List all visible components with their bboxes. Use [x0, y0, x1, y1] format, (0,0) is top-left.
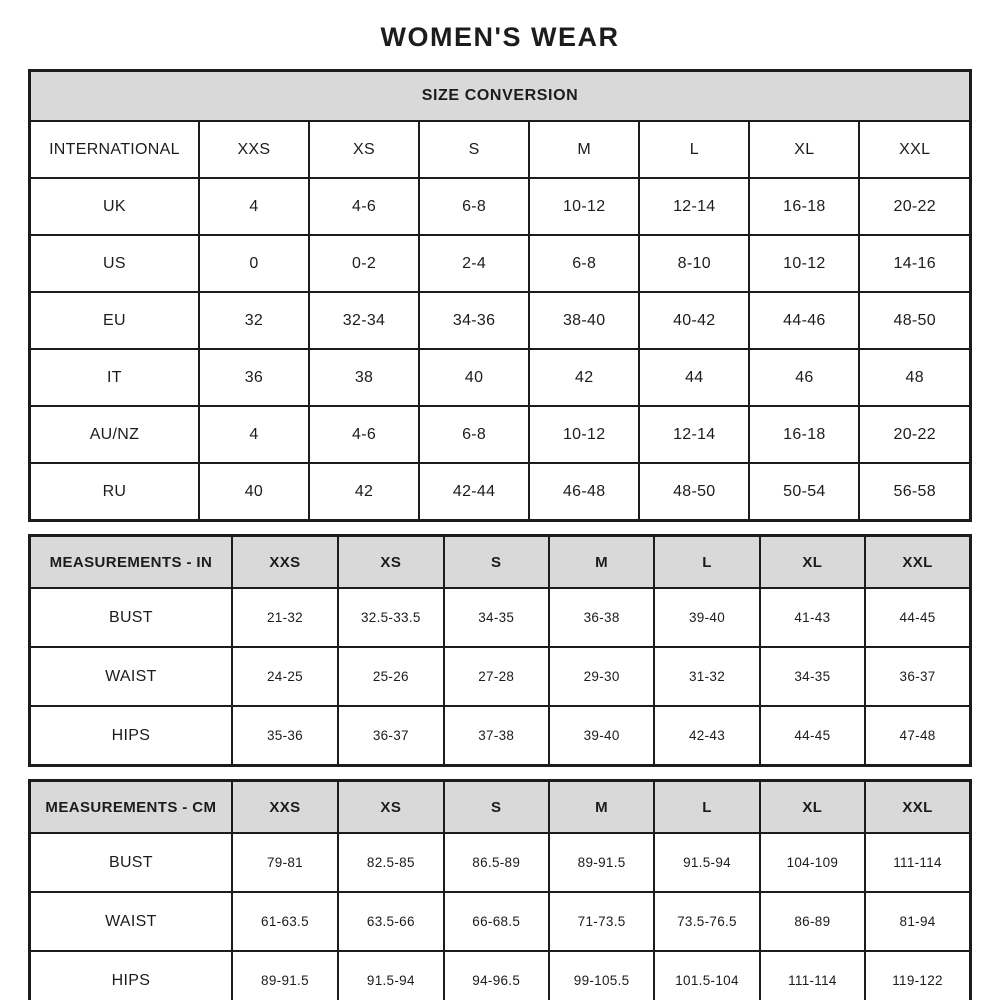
- size-cell: 10-12: [529, 178, 639, 235]
- measure-cm-row-bust: [30, 833, 971, 892]
- measure-cell: 36-37: [865, 647, 970, 706]
- size-cell: 56-58: [859, 463, 970, 521]
- size-cell: 48-50: [639, 463, 749, 521]
- size-cell: 36: [199, 349, 309, 406]
- measure-cell: 39-40: [654, 588, 759, 647]
- size-cell: 4-6: [309, 406, 419, 463]
- size-row-it: [30, 349, 971, 406]
- measure-cell: 89-91.5: [232, 951, 338, 1000]
- measure-cell: 99-105.5: [549, 951, 654, 1000]
- size-cell: 4: [199, 178, 309, 235]
- size-cell: 44-46: [749, 292, 859, 349]
- row-label-aunz: AU/NZ: [30, 406, 199, 463]
- size-cell: 4-6: [309, 178, 419, 235]
- size-conversion-table: [28, 69, 972, 522]
- measure-cm-row-waist: [30, 892, 971, 951]
- size-header-cell: XXS: [232, 536, 338, 589]
- measure-cell: 36-37: [338, 706, 443, 766]
- measure-cell: 39-40: [549, 706, 654, 766]
- size-cell: 46: [749, 349, 859, 406]
- measure-cell: 91.5-94: [338, 951, 443, 1000]
- size-cell: 40: [199, 463, 309, 521]
- row-label-eu: EU: [30, 292, 199, 349]
- measure-cell: 32.5-33.5: [338, 588, 443, 647]
- measure-cell: 35-36: [232, 706, 338, 766]
- size-header-cell: S: [444, 536, 549, 589]
- size-header-cell: XXL: [865, 781, 970, 834]
- measure-cell: 61-63.5: [232, 892, 338, 951]
- size-cell: 44: [639, 349, 749, 406]
- size-cell: XS: [309, 121, 419, 178]
- row-label-it: IT: [30, 349, 199, 406]
- measure-cell: 29-30: [549, 647, 654, 706]
- size-cell: 46-48: [529, 463, 639, 521]
- measure-cell: 81-94: [865, 892, 970, 951]
- measure-cm-row-hips: [30, 951, 971, 1000]
- size-cell: 4: [199, 406, 309, 463]
- row-label-hips: HIPS: [30, 706, 232, 766]
- size-cell: 50-54: [749, 463, 859, 521]
- size-header-cell: XXL: [865, 536, 970, 589]
- size-cell: M: [529, 121, 639, 178]
- size-cell: 14-16: [859, 235, 970, 292]
- size-cell: 8-10: [639, 235, 749, 292]
- size-cell: 6-8: [529, 235, 639, 292]
- measure-cell: 101.5-104: [654, 951, 759, 1000]
- measure-cell: 47-48: [865, 706, 970, 766]
- size-cell: 34-36: [419, 292, 529, 349]
- size-cell: 40: [419, 349, 529, 406]
- size-cell: 48-50: [859, 292, 970, 349]
- size-cell: 0: [199, 235, 309, 292]
- measure-cell: 44-45: [760, 706, 865, 766]
- measure-cell: 44-45: [865, 588, 970, 647]
- measure-cell: 111-114: [865, 833, 970, 892]
- measure-cell: 41-43: [760, 588, 865, 647]
- size-cell: 40-42: [639, 292, 749, 349]
- size-cell: XXS: [199, 121, 309, 178]
- size-row-international: [30, 121, 971, 178]
- measurements-cm-header-row: [30, 781, 971, 834]
- measure-cell: 86-89: [760, 892, 865, 951]
- measure-cell: 31-32: [654, 647, 759, 706]
- measurements-in-table: [28, 534, 972, 767]
- row-label-bust: BUST: [30, 588, 232, 647]
- size-cell: 42: [529, 349, 639, 406]
- row-label-ru: RU: [30, 463, 199, 521]
- measure-in-row-bust: [30, 588, 971, 647]
- size-cell: 10-12: [529, 406, 639, 463]
- measure-cell: 111-114: [760, 951, 865, 1000]
- size-header-cell: L: [654, 536, 759, 589]
- size-row-uk: [30, 178, 971, 235]
- measure-cell: 82.5-85: [338, 833, 443, 892]
- size-header-cell: L: [654, 781, 759, 834]
- measure-cell: 94-96.5: [444, 951, 549, 1000]
- size-cell: 10-12: [749, 235, 859, 292]
- size-header-cell: XXS: [232, 781, 338, 834]
- page-title: WOMEN'S WEAR: [380, 22, 620, 52]
- measurements-in-title: MEASUREMENTS - IN: [30, 536, 232, 589]
- size-header-cell: M: [549, 536, 654, 589]
- size-row-ru: [30, 463, 971, 521]
- size-cell: 38-40: [529, 292, 639, 349]
- size-cell: 6-8: [419, 406, 529, 463]
- size-conversion-title: SIZE CONVERSION: [30, 71, 971, 122]
- measurements-cm-table: [28, 779, 972, 1000]
- measure-cell: 89-91.5: [549, 833, 654, 892]
- size-header-cell: S: [444, 781, 549, 834]
- size-row-aunz: [30, 406, 971, 463]
- measure-in-row-waist: [30, 647, 971, 706]
- size-cell: 16-18: [749, 406, 859, 463]
- measure-cell: 24-25: [232, 647, 338, 706]
- size-cell: 48: [859, 349, 970, 406]
- measure-cell: 73.5-76.5: [654, 892, 759, 951]
- size-conversion-header-row: [30, 71, 971, 122]
- measure-cell: 21-32: [232, 588, 338, 647]
- measure-cell: 91.5-94: [654, 833, 759, 892]
- size-cell: 6-8: [419, 178, 529, 235]
- measurements-cm-title: MEASUREMENTS - CM: [30, 781, 232, 834]
- size-cell: 42-44: [419, 463, 529, 521]
- measure-cell: 37-38: [444, 706, 549, 766]
- size-row-eu: [30, 292, 971, 349]
- row-label-bust: BUST: [30, 833, 232, 892]
- measure-cell: 79-81: [232, 833, 338, 892]
- measure-cell: 63.5-66: [338, 892, 443, 951]
- size-cell: 12-14: [639, 178, 749, 235]
- measure-cell: 27-28: [444, 647, 549, 706]
- row-label-hips: HIPS: [30, 951, 232, 1000]
- measurements-in-header-row: [30, 536, 971, 589]
- measure-cell: 42-43: [654, 706, 759, 766]
- size-header-cell: XL: [760, 781, 865, 834]
- size-cell: 12-14: [639, 406, 749, 463]
- size-cell: 20-22: [859, 178, 970, 235]
- size-cell: 32: [199, 292, 309, 349]
- row-label-us: US: [30, 235, 199, 292]
- size-cell: 16-18: [749, 178, 859, 235]
- size-cell: XXL: [859, 121, 970, 178]
- size-header-cell: XL: [760, 536, 865, 589]
- measure-cell: 86.5-89: [444, 833, 549, 892]
- size-row-us: [30, 235, 971, 292]
- measure-cell: 119-122: [865, 951, 970, 1000]
- size-cell: S: [419, 121, 529, 178]
- row-label-international: INTERNATIONAL: [30, 121, 199, 178]
- measure-cell: 25-26: [338, 647, 443, 706]
- measure-cell: 34-35: [444, 588, 549, 647]
- measure-cell: 36-38: [549, 588, 654, 647]
- size-cell: 42: [309, 463, 419, 521]
- measure-cell: 71-73.5: [549, 892, 654, 951]
- size-cell: 38: [309, 349, 419, 406]
- size-header-cell: XS: [338, 536, 443, 589]
- row-label-waist: WAIST: [30, 892, 232, 951]
- row-label-uk: UK: [30, 178, 199, 235]
- measure-cell: 34-35: [760, 647, 865, 706]
- measure-in-row-hips: [30, 706, 971, 766]
- row-label-waist: WAIST: [30, 647, 232, 706]
- measure-cell: 104-109: [760, 833, 865, 892]
- size-header-cell: M: [549, 781, 654, 834]
- measure-cell: 66-68.5: [444, 892, 549, 951]
- size-cell: 20-22: [859, 406, 970, 463]
- size-cell: 32-34: [309, 292, 419, 349]
- size-cell: XL: [749, 121, 859, 178]
- size-cell: 2-4: [419, 235, 529, 292]
- size-cell: L: [639, 121, 749, 178]
- size-cell: 0-2: [309, 235, 419, 292]
- size-header-cell: XS: [338, 781, 443, 834]
